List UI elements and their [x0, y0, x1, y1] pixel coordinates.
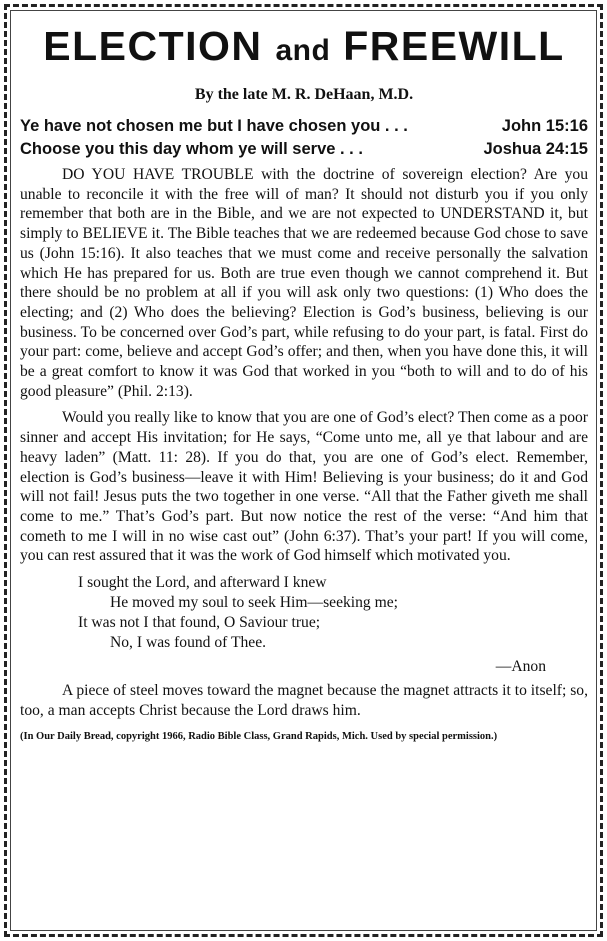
poem-line: It was not I that found, O Saviour true; [78, 614, 321, 632]
verse-ref: Joshua 24:15 [483, 140, 588, 158]
byline: By the late M. R. DeHaan, M.D. [194, 86, 414, 103]
closing [20, 681, 588, 720]
poem-line: He moved my soul to seek Him—seeking me; [110, 594, 399, 612]
article-title [20, 18, 588, 79]
verse-line-2 [20, 138, 588, 161]
closing-paragraph: A piece of steel moves toward the magnet because the magnet attracts it to itself; so, too, a man accepts Christ because the Lord draws him. [20, 682, 588, 719]
verse-text: Ye have not chosen me but I have chosen you . . . [20, 117, 408, 135]
title-part-3: FREEWILL [343, 23, 565, 69]
article-body [20, 165, 588, 566]
verse-text: Choose you this day whom ye will serve . . . [20, 140, 363, 158]
poem-line: I sought the Lord, and afterward I knew [78, 574, 327, 592]
title-part-2: and [275, 34, 331, 67]
article [20, 18, 588, 743]
poem [20, 573, 588, 653]
verse-ref: John 15:16 [501, 117, 588, 135]
poem-line: No, I was found of Thee. [110, 634, 267, 652]
title-part-1: ELECTION [43, 23, 263, 69]
paragraph: DO YOU HAVE TROUBLE with the doctrine of sovereign election? Are you unable to reconcile it with the free will of man? It should not disturb you if you only remember that both are in the Bible, and we are not expected to UNDERSTAND it, but simply to BELIEVE it. The Bible teaches that we are redeemed because God chose to save us (John 15:16). It also teaches that we must come and receive personally the salvation which He has prepared for us. Both are true even though we cannot comprehend it. But there should be no problem at all if you will ask only two questions: (1) Who does the electing; and (2) Who does the believing? Election is God’s business, believing is our business. To be concerned over God’s part, while refusing to do your part, is fatal. First do your part: come, believe and accept God’s offer; and then, when you have done this, it will be a great comfort to know it was God that worked in you “both to will and to do of his good pleasure” (Phil. 2:13). [20, 166, 588, 400]
poem-attribution: —Anon [495, 658, 546, 676]
source-credit: (In Our Daily Bread, copyright 1966, Radio Bible Class, Grand Rapids, Mich. Used by special permission.) [20, 731, 498, 743]
paragraph: Would you really like to know that you are one of God’s elect? Then come as a poor sinner and accept His invitation; for He says, “Come unto me, all ye that labour and are heavy laden” (Matt. 11: 28). If you do that, you are one of God’s elect. Remember, election is God’s business—leave it with Him! Believing is your business; do it and God will not fail! Jesus puts the two together in one verse. “All that the Father giveth me shall come to me.” That’s God’s part. But now notice the rest of the verse: “And him that cometh to me I will in no wise cast out” (John 6:37). That’s your part! If you will come, you can rest assured that it was the work of God himself which motivated you. [20, 409, 588, 565]
verse-line-1 [20, 115, 588, 138]
